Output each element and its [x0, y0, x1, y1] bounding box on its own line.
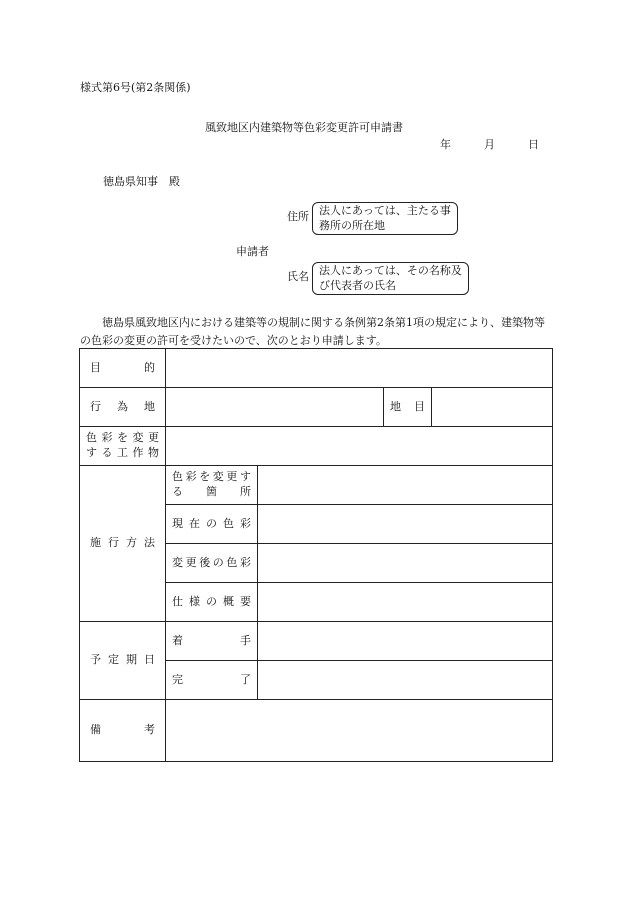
body-text [80, 314, 552, 350]
location-label-line-1: 色彩を変更す [172, 470, 251, 484]
date-month-label: 月 [484, 138, 495, 151]
structure-value[interactable] [166, 427, 553, 466]
current-color-label: 現在の色彩 [166, 505, 258, 544]
date-day-label: 日 [528, 138, 539, 151]
application-form-table [79, 348, 553, 762]
location-value[interactable] [258, 466, 553, 505]
finish-label: 完 了 [166, 661, 258, 700]
date-line [440, 138, 539, 152]
form-number: 様式第6号(第2条関係) [80, 81, 191, 94]
purpose-label: 目 的 [80, 349, 166, 388]
start-value[interactable] [258, 622, 553, 661]
address-label: 住所 [287, 210, 309, 223]
remarks-label: 備 考 [80, 700, 166, 762]
method-label: 施行方法 [80, 466, 166, 622]
new-color-label: 変更後の色彩 [166, 544, 258, 583]
addressee: 徳島県知事 殿 [103, 175, 180, 188]
address-note-line-2: 務所の所在地 [319, 218, 385, 232]
location-label [166, 466, 258, 505]
name-note-line-1: 法人にあっては、その名称及 [319, 264, 462, 277]
applicant-label: 申請者 [236, 245, 269, 258]
name-note-line-2: び代表者の氏名 [319, 278, 396, 292]
current-color-value[interactable] [258, 505, 553, 544]
document-title: 風致地区内建築物等色彩変更許可申請書 [205, 121, 403, 134]
name-label: 氏名 [287, 270, 309, 283]
site-value[interactable] [166, 388, 384, 427]
start-label: 着 手 [166, 622, 258, 661]
location-label-line-2: る 箇 所 [172, 485, 251, 498]
remarks-value[interactable] [166, 700, 553, 762]
body-paragraph: 徳島県風致地区内における建築等の規制に関する条例第2条第1項の規定により、建築物等の色彩の変更の許可を受けたいので、次のとおり申請します。 [80, 316, 545, 348]
spec-value[interactable] [258, 583, 553, 622]
structure-label-line-1: 色彩を変更 [86, 431, 159, 445]
structure-label [80, 427, 166, 466]
land-category-label: 地 目 [384, 388, 432, 427]
land-category-value[interactable] [432, 388, 553, 427]
finish-value[interactable] [258, 661, 553, 700]
new-color-value[interactable] [258, 544, 553, 583]
address-note-line-1: 法人にあっては、主たる事 [319, 204, 451, 217]
site-label: 行 為 地 [80, 388, 166, 427]
spec-label: 仕様の概要 [166, 583, 258, 622]
name-note [312, 262, 469, 295]
date-year-label: 年 [440, 138, 451, 151]
purpose-value[interactable] [166, 349, 553, 388]
address-note [312, 202, 458, 235]
structure-label-line-2: する工作物 [86, 446, 159, 459]
schedule-label: 予定期日 [80, 622, 166, 700]
